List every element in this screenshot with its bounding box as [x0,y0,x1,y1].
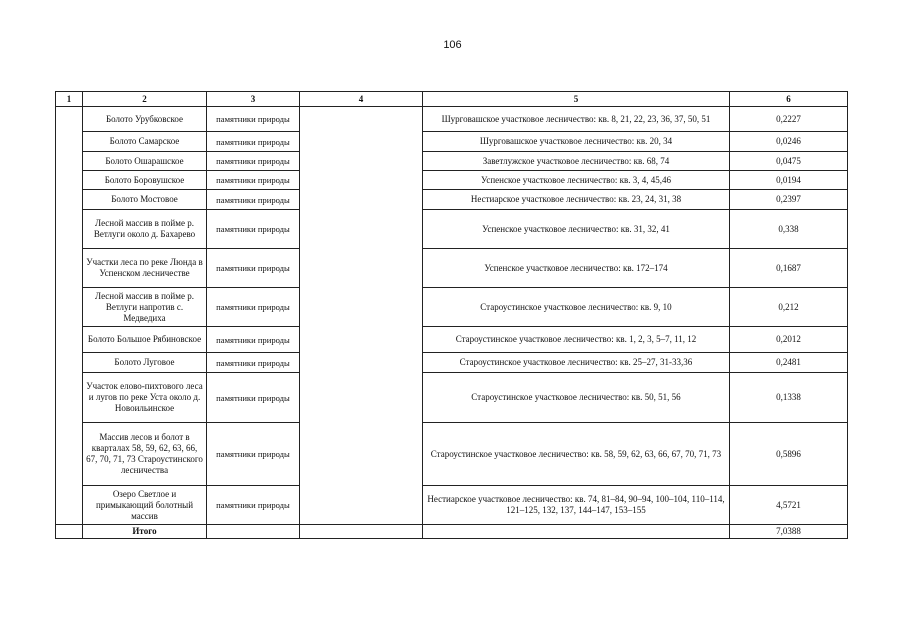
table-cell-c2: Участки леса по реке Люнда в Успенском лесничестве [83,249,207,288]
table-cell-c6: 0,1338 [730,373,848,423]
table-header-row [56,92,848,107]
table-row [56,132,848,152]
table-cell-c2: Болото Ошарашское [83,152,207,171]
total-empty-cell [423,525,730,539]
table-row [56,190,848,210]
table-row [56,423,848,486]
table-cell-c6: 0,5896 [730,423,848,486]
column-header: 2 [83,92,207,107]
table-cell-c5: Староустинское участковое лесничество: кв. 9, 10 [423,288,730,327]
total-row [56,525,848,539]
table-row [56,249,848,288]
table-cell-c3: памятники природы [207,107,300,132]
table-cell-c2: Массив лесов и болот в кварталах 58, 59, 62, 63, 66, 67, 70, 71, 73 Староустинского лесничества [83,423,207,486]
table-row [56,210,848,249]
total-value: 7,0388 [730,525,848,539]
table-cell-c6: 0,2481 [730,353,848,373]
table-cell-c6: 0,2397 [730,190,848,210]
table-cell-c5: Успенское участковое лесничество: кв. 3, 4, 45,46 [423,171,730,190]
table-cell-c2: Болото Самарское [83,132,207,152]
table-cell-c6: 0,0475 [730,152,848,171]
table-cell-c3: памятники природы [207,171,300,190]
table-cell-c3: памятники природы [207,486,300,525]
table-cell-c6: 0,338 [730,210,848,249]
table-cell-c6: 0,2012 [730,327,848,353]
table-row [56,486,848,525]
table-cell-c2: Озеро Светлое и примыкающий болотный массив [83,486,207,525]
table-cell-c5: Успенское участковое лесничество: кв. 172–174 [423,249,730,288]
table-cell-c5: Староустинское участковое лесничество: кв. 50, 51, 56 [423,373,730,423]
table-cell-c3: памятники природы [207,423,300,486]
column-header: 1 [56,92,83,107]
table-cell-c5: Староустинское участковое лесничество: кв. 58, 59, 62, 63, 66, 67, 70, 71, 73 [423,423,730,486]
table-cell-c2: Лесной массив в пойме р. Ветлуги напротив с. Медведиха [83,288,207,327]
table-cell-c5: Успенское участковое лесничество: кв. 31, 32, 41 [423,210,730,249]
table-cell-c5: Шурговашское участковое лесничество: кв. 20, 34 [423,132,730,152]
table-row [56,373,848,423]
table-cell-c5: Шурговашское участковое лесничество: кв. 8, 21, 22, 23, 36, 37, 50, 51 [423,107,730,132]
page-number: 106 [443,39,462,51]
table-cell-c5: Староустинское участковое лесничество: кв. 1, 2, 3, 5–7, 11, 12 [423,327,730,353]
table-cell-c3: памятники природы [207,210,300,249]
table-cell-c6: 4,5721 [730,486,848,525]
table-cell-c2: Болото Луговое [83,353,207,373]
table-cell-c2: Лесной массив в пойме р. Ветлуги около д. Бахарево [83,210,207,249]
table-cell-c3: памятники природы [207,373,300,423]
table-cell-c3: памятники природы [207,327,300,353]
total-empty-cell [56,525,83,539]
table-row [56,288,848,327]
table-cell-c3: памятники природы [207,353,300,373]
column-header: 3 [207,92,300,107]
table-cell-c1 [56,107,83,525]
table-cell-c5: Нестиарское участковое лесничество: кв. 74, 81–84, 90–94, 100–104, 110–114, 121–125, 132, 137, 144–147, 153–155 [423,486,730,525]
total-label: Итого [83,525,207,539]
table-cell-c6: 0,0246 [730,132,848,152]
table-cell-c5: Староустинское участковое лесничество: кв. 25–27, 31-33,36 [423,353,730,373]
total-empty-cell [300,525,423,539]
table-row [56,353,848,373]
table-cell-c3: памятники природы [207,288,300,327]
table-row [56,171,848,190]
table-cell-c3: памятники природы [207,249,300,288]
table-cell-c3: памятники природы [207,190,300,210]
table-cell-c2: Болото Урубковское [83,107,207,132]
table-row [56,152,848,171]
table-cell-c5: Заветлужское участковое лесничество: кв. 68, 74 [423,152,730,171]
table-cell-c4 [300,107,423,525]
table-cell-c6: 0,212 [730,288,848,327]
table-cell-c5: Нестиарское участковое лесничество: кв. 23, 24, 31, 38 [423,190,730,210]
table-cell-c2: Болото Большое Рябиновское [83,327,207,353]
table-cell-c6: 0,2227 [730,107,848,132]
table-cell-c6: 0,0194 [730,171,848,190]
table-cell-c2: Участок елово-пихтового леса и лугов по реке Уста около д. Новоильинское [83,373,207,423]
protected-areas-table [55,91,848,539]
table-body [56,92,848,539]
table-cell-c2: Болото Боровушское [83,171,207,190]
column-header: 5 [423,92,730,107]
table-cell-c6: 0,1687 [730,249,848,288]
table-cell-c2: Болото Мостовое [83,190,207,210]
table-cell-c3: памятники природы [207,132,300,152]
table-row [56,327,848,353]
table-row [56,107,848,132]
column-header: 4 [300,92,423,107]
total-empty-cell [207,525,300,539]
column-header: 6 [730,92,848,107]
table-cell-c3: памятники природы [207,152,300,171]
